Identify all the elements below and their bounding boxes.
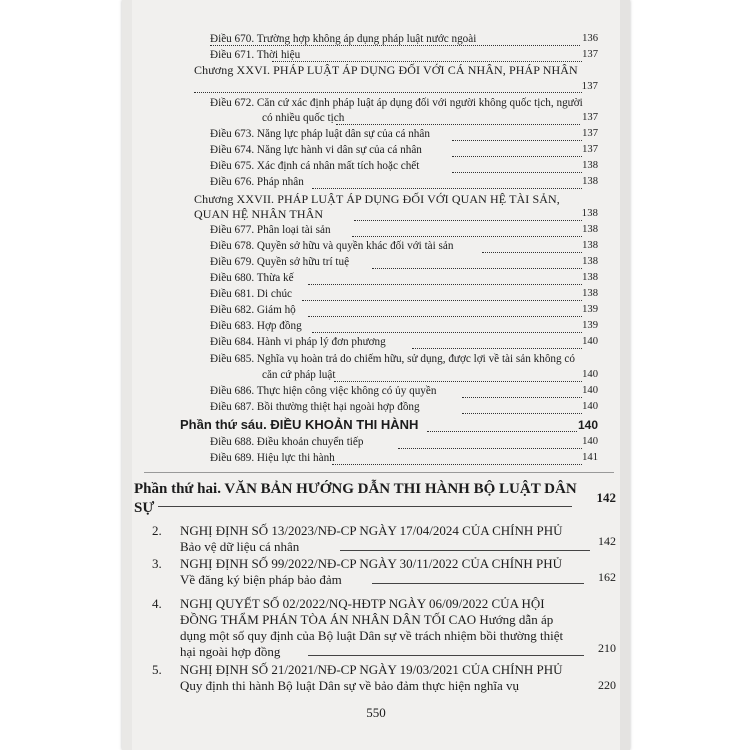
leader-dots xyxy=(427,431,577,432)
toc-entry-label: Điều 688. Điều khoản chuyển tiếp xyxy=(210,436,364,448)
toc-entry-page: 136 xyxy=(582,33,598,44)
toc-entry-label: Điều 684. Hành vi pháp lý đơn phương xyxy=(210,336,386,348)
toc-entry-continued xyxy=(262,111,598,125)
doc-title-line2: Bảo vệ dữ liệu cá nhân xyxy=(180,539,300,554)
leader-dots xyxy=(462,397,582,398)
toc-entry xyxy=(210,255,598,269)
toc-entry-continued xyxy=(262,368,598,382)
leader-dots xyxy=(352,236,582,237)
toc-entry-label: Điều 674. Năng lực hành vi dân sự của cá nhân xyxy=(210,144,422,156)
toc-entry xyxy=(210,143,598,157)
leader-dots xyxy=(482,252,582,253)
page-left-edge xyxy=(122,0,132,750)
toc-entry-page: 141 xyxy=(582,452,598,463)
toc-entry-page: 137 xyxy=(582,144,598,155)
toc-entry-label: Điều 685. Nghĩa vụ hoàn trả do chiếm hữu, sử dụng, được lợi về tài sản không có xyxy=(210,353,575,365)
leader-dots xyxy=(398,448,582,449)
toc-entry xyxy=(210,239,598,253)
toc-entry xyxy=(210,451,598,465)
doc-title-line2: Quy định thi hành Bộ luật Dân sự về bảo đảm thực hiện nghĩa vụ xyxy=(180,678,520,693)
toc-entry-page: 138 xyxy=(582,160,598,171)
leader-dots xyxy=(308,284,582,285)
toc-part xyxy=(180,418,598,432)
leader-dots xyxy=(312,332,582,333)
toc-entry-page: 140 xyxy=(582,401,598,412)
section-divider xyxy=(144,472,614,473)
part-two-heading-line1: Phần thứ hai. VĂN BẢN HƯỚNG DẪN THI HÀNH BỘ LUẬT DÂN xyxy=(134,481,577,497)
part-two-heading-line2: SỰ xyxy=(134,500,155,516)
toc-chapter-label: Chương XXVI. PHÁP LUẬT ÁP DỤNG ĐỐI VỚI CÁ NHÂN, PHÁP NHÂN xyxy=(194,63,578,77)
toc-entry xyxy=(210,435,598,449)
toc-entry-page: 138 xyxy=(582,176,598,187)
leader-dots xyxy=(210,45,580,46)
toc-entry xyxy=(210,175,598,189)
toc-entry xyxy=(210,223,598,237)
toc-entry-label: Điều 670. Trường hợp không áp dụng pháp luật nước ngoài xyxy=(210,33,477,45)
toc-entry-page: 137 xyxy=(582,112,598,123)
leader-dots xyxy=(336,124,580,125)
toc-chapter-label: Chương XXVII. PHÁP LUẬT ÁP DỤNG ĐỐI VỚI QUAN HỆ TÀI SẢN, xyxy=(194,192,560,206)
toc-entry-page: 139 xyxy=(582,304,598,315)
doc-leader xyxy=(340,550,590,551)
toc-entry-label: Điều 686. Thực hiện công việc không có ủy quyền xyxy=(210,385,437,397)
doc-leader xyxy=(372,583,584,584)
page-number: 550 xyxy=(366,705,386,720)
toc-part-label: Phần thứ sáu. ĐIỀU KHOẢN THI HÀNH xyxy=(180,417,419,432)
toc-entry-page: 137 xyxy=(582,128,598,139)
doc-title-line1: NGHỊ QUYẾT SỐ 02/2022/NQ-HĐTP NGÀY 06/09/2022 CỦA HỘI xyxy=(180,596,545,611)
toc-entry-label: Điều 672. Căn cứ xác định pháp luật áp dụng đối với người không quốc tịch, người xyxy=(210,97,583,109)
leader-dots xyxy=(334,381,582,382)
leader-dots xyxy=(452,140,582,141)
toc-entry-page: 140 xyxy=(582,436,598,447)
doc-title-line2: Về đăng ký biện pháp bảo đảm xyxy=(180,572,342,587)
toc-entry xyxy=(210,287,598,301)
toc-entry-label: Điều 681. Di chúc xyxy=(210,288,293,300)
toc-chapter-label-2: QUAN HỆ NHÂN THÂN xyxy=(194,207,324,221)
toc-entry xyxy=(210,48,598,62)
toc-entry-page: 138 xyxy=(582,240,598,251)
toc-entry-label: Điều 679. Quyền sở hữu trí tuệ xyxy=(210,256,350,268)
toc-entry xyxy=(210,352,598,366)
toc-entry xyxy=(210,32,598,46)
toc-entry-page: 140 xyxy=(582,369,598,380)
doc-title-line3: dụng một số quy định của Bộ luật Dân sự về trách nhiệm bồi thường thiệt xyxy=(180,628,564,643)
doc-page: 220 xyxy=(598,678,616,692)
toc-entry-label-2: có nhiều quốc tịch xyxy=(262,112,345,124)
book-page xyxy=(122,0,630,750)
doc-page: 162 xyxy=(598,570,616,584)
leader-dots xyxy=(308,316,582,317)
doc-title-line4: hại ngoài hợp đồng xyxy=(180,644,281,659)
toc-chapter xyxy=(194,192,598,206)
leader-dots xyxy=(272,61,582,62)
toc-entry-label: Điều 687. Bồi thường thiệt hại ngoài hợp đồng xyxy=(210,401,420,413)
toc-entry-page: 138 xyxy=(582,288,598,299)
toc-entry-page: 137 xyxy=(581,81,598,92)
part-two-underline xyxy=(158,506,572,507)
toc-entry xyxy=(210,335,598,349)
leader-dots xyxy=(452,156,582,157)
toc-entry-page: 139 xyxy=(582,320,598,331)
leader-dots xyxy=(194,92,582,93)
doc-page: 210 xyxy=(598,641,616,655)
leader-dots xyxy=(412,348,582,349)
toc-entry xyxy=(210,303,598,317)
toc-entry-label-2: căn cứ pháp luật xyxy=(262,369,336,381)
part-two-page: 142 xyxy=(596,490,616,505)
doc-title-line1: NGHỊ ĐỊNH SỐ 13/2023/NĐ-CP NGÀY 17/04/2024 CỦA CHÍNH PHỦ xyxy=(180,523,563,538)
doc-leader xyxy=(308,655,584,656)
toc-chapter xyxy=(194,63,598,77)
toc-entry-label: Điều 682. Giám hộ xyxy=(210,304,296,316)
doc-number: 5. xyxy=(152,662,162,677)
toc-entry xyxy=(210,319,598,333)
toc-entry xyxy=(210,96,598,110)
toc-entry xyxy=(210,271,598,285)
toc-entry xyxy=(210,159,598,173)
toc-chapter-continued xyxy=(194,207,598,221)
doc-number: 3. xyxy=(152,556,162,571)
toc-entry-page: 138 xyxy=(582,272,598,283)
toc-entry xyxy=(210,400,598,414)
toc-entry-label: Điều 678. Quyền sở hữu và quyền khác đối với tài sản xyxy=(210,240,454,252)
toc-entry-label: Điều 680. Thừa kế xyxy=(210,272,294,284)
toc-entry-label: Điều 689. Hiệu lực thi hành xyxy=(210,452,335,464)
toc-entry-page: 140 xyxy=(577,418,598,432)
toc-entry xyxy=(210,127,598,141)
toc-entry-label: Điều 673. Năng lực pháp luật dân sự của cá nhân xyxy=(210,128,430,140)
leader-dots xyxy=(372,268,582,269)
leader-dots xyxy=(312,188,582,189)
leader-dots xyxy=(452,172,582,173)
toc-entry-page: 137 xyxy=(582,49,598,60)
leader-dots xyxy=(354,220,582,221)
doc-number: 2. xyxy=(152,523,162,538)
doc-title-line1: NGHỊ ĐỊNH SỐ 99/2022/NĐ-CP NGÀY 30/11/2022 CỦA CHÍNH PHỦ xyxy=(180,556,563,571)
doc-title-line1: NGHỊ ĐỊNH SỐ 21/2021/NĐ-CP NGÀY 19/03/2021 CỦA CHÍNH PHỦ xyxy=(180,662,563,677)
leader-dots xyxy=(302,300,582,301)
toc-entry-label: Điều 676. Pháp nhân xyxy=(210,176,304,188)
page-right-edge xyxy=(620,0,630,750)
toc-entry-label: Điều 671. Thời hiệu xyxy=(210,49,301,61)
toc-entry-page: 140 xyxy=(582,336,598,347)
toc-entry-label: Điều 675. Xác định cá nhân mất tích hoặc chết xyxy=(210,160,420,172)
toc-entry-page: 138 xyxy=(582,256,598,267)
toc-entry xyxy=(210,384,598,398)
doc-page: 142 xyxy=(598,534,616,548)
toc-entry-page: 138 xyxy=(581,208,598,219)
leader-dots xyxy=(332,464,582,465)
toc-entry-page: 138 xyxy=(582,224,598,235)
leader-dots xyxy=(462,413,582,414)
toc-entry-page: 140 xyxy=(582,385,598,396)
toc-entry-label: Điều 677. Phân loại tài sản xyxy=(210,224,331,236)
doc-number: 4. xyxy=(152,596,162,611)
doc-title-line2: ĐỒNG THẨM PHÁN TÒA ÁN NHÂN DÂN TỐI CAO Hướng dẫn áp xyxy=(180,612,554,627)
toc-entry-label: Điều 683. Hợp đồng xyxy=(210,320,302,332)
